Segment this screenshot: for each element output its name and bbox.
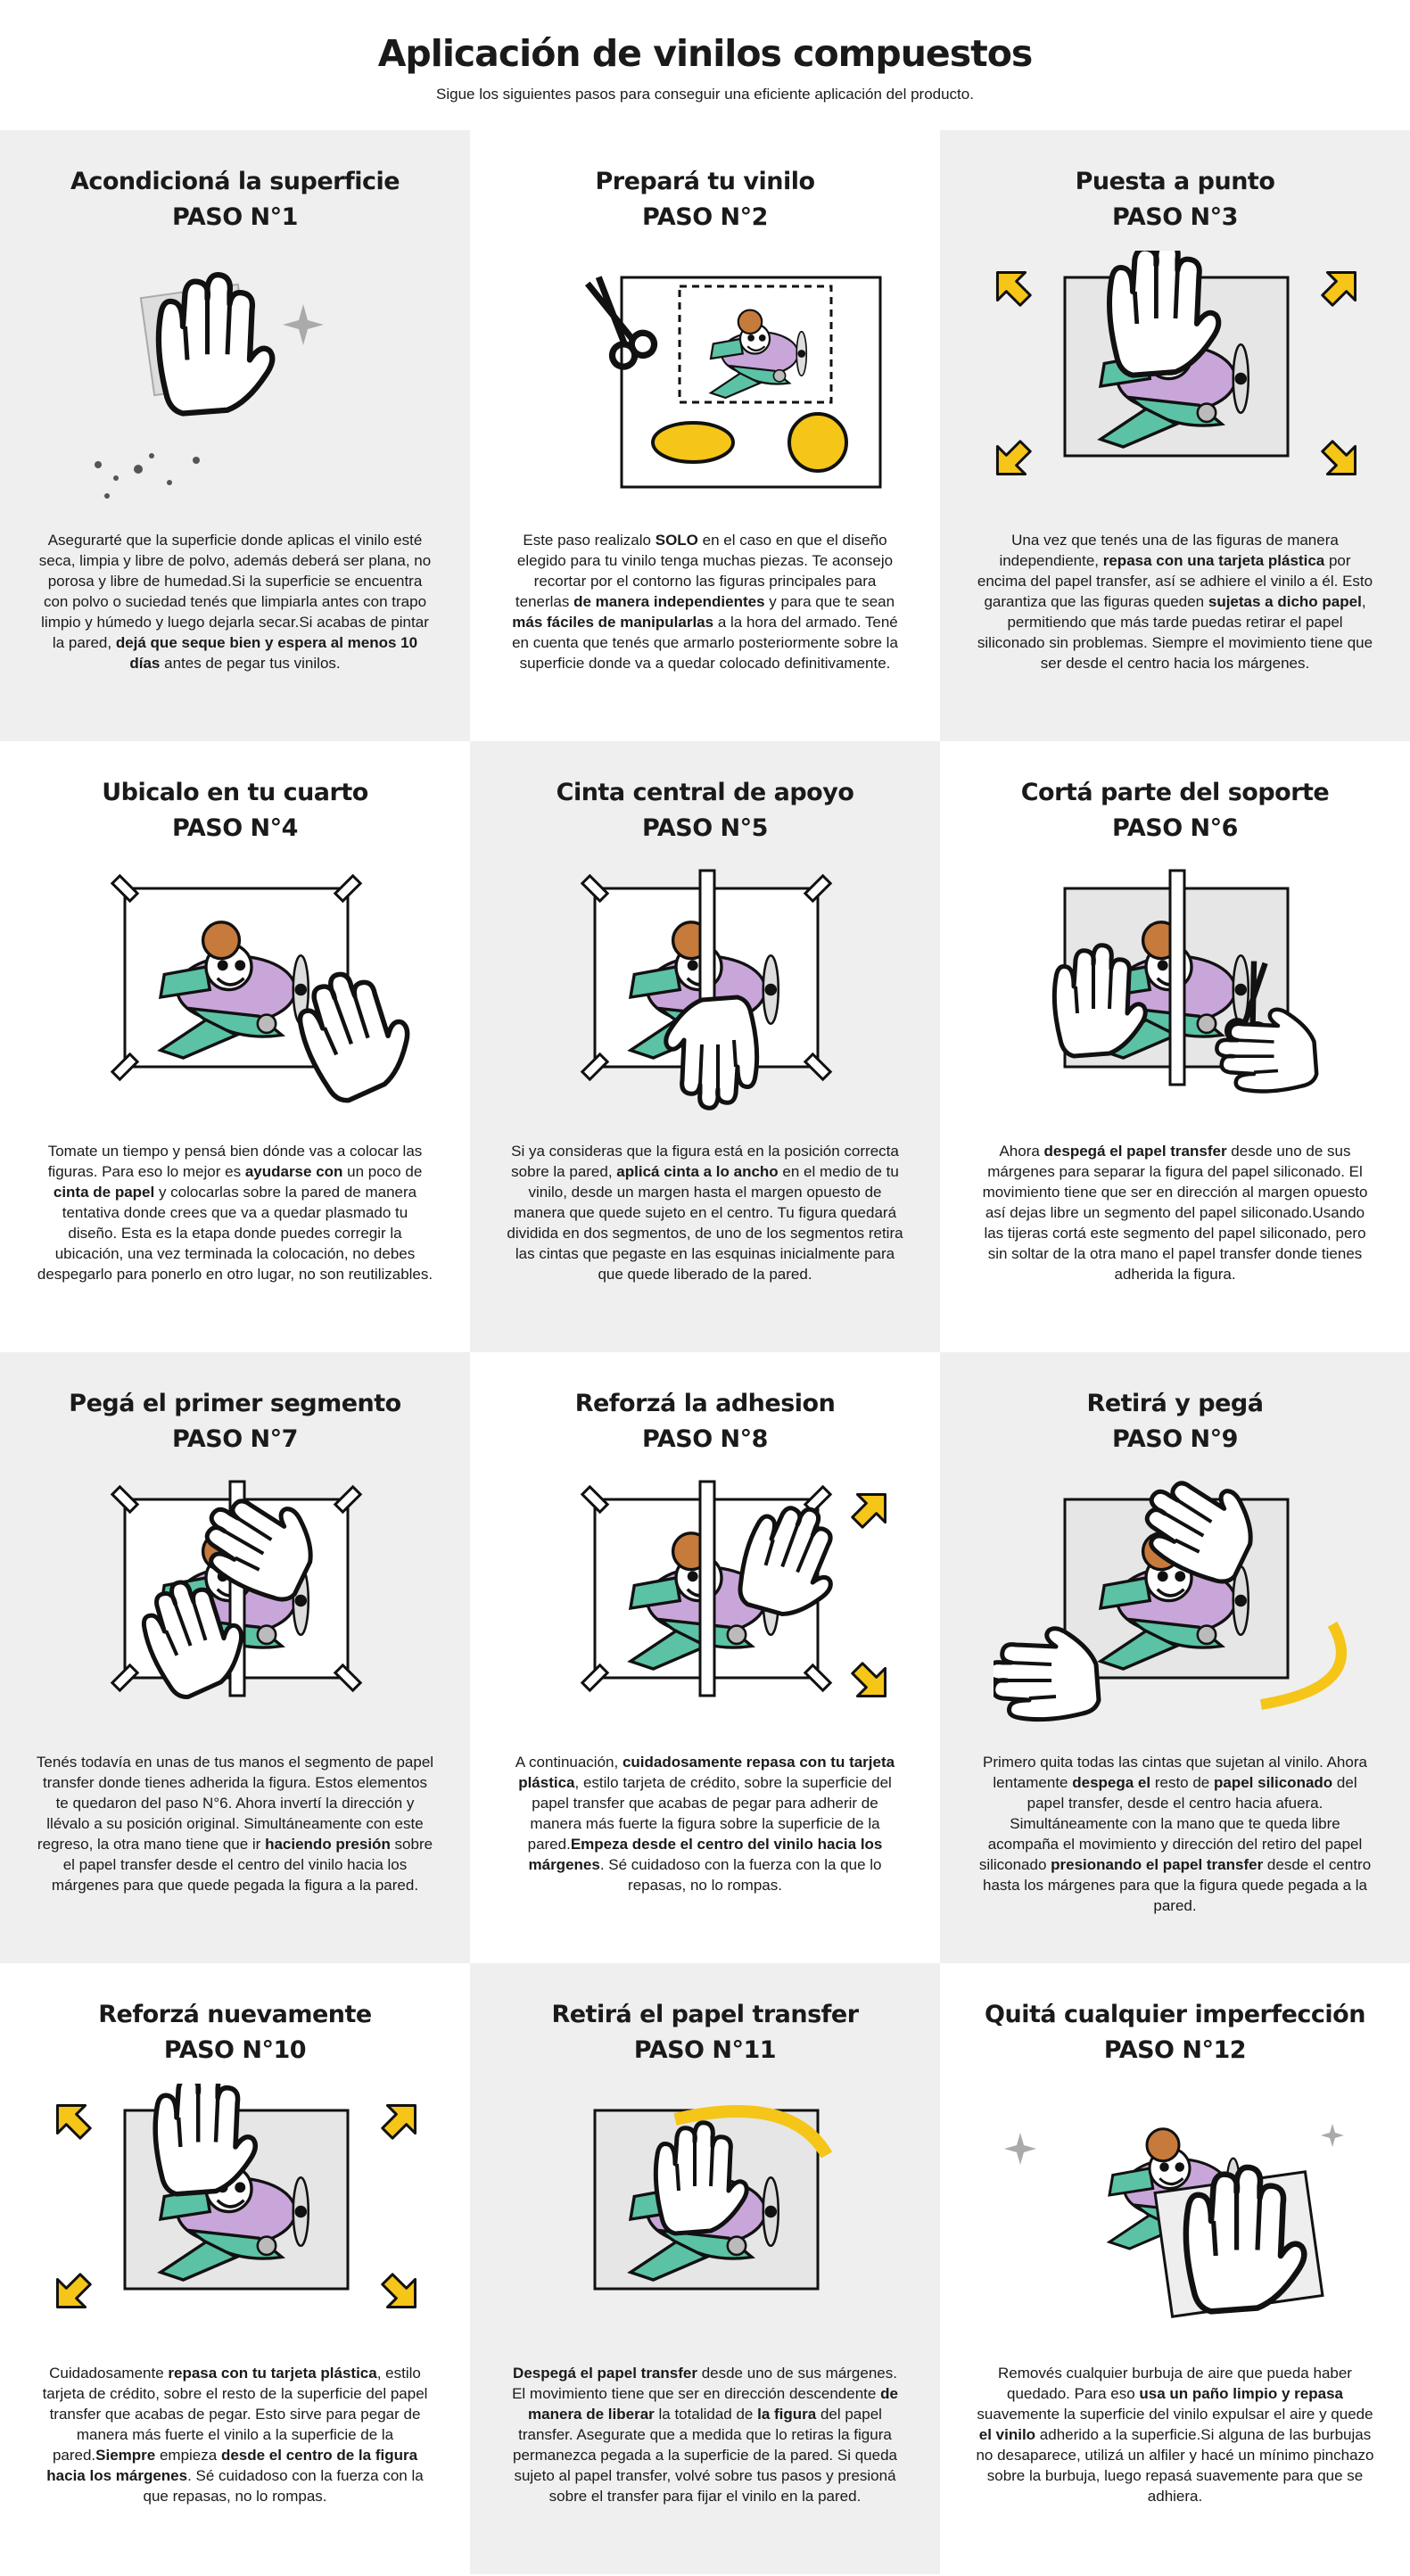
desc-segment: desde uno de sus márgenes para separar la figura del papel siliconado. El movimiento tiene que ser en dirección al margen opuesto así dejas libre un segmento del papel siliconado. — [982, 1143, 1368, 1221]
step-number: PASO N°11 — [633, 2036, 777, 2064]
step-card — [940, 741, 1410, 1352]
step-title: Prepará tu vinilo — [595, 168, 815, 195]
step-description — [976, 1752, 1374, 1916]
desc-bold-segment: aplicá cinta a lo ancho — [616, 1163, 779, 1180]
desc-segment: y colocarlas sobre la pared de manera tentativa donde crees que va a quedar plasmado tu diseño. Esta es la etapa donde puedes corregir la ubicación, una vez terminada la colocación, no debes despegarlo para ponerlo en otro lugar, no son reutilizables. — [37, 1184, 433, 1283]
scissors-cutting-backing-icon — [994, 862, 1356, 1120]
step-card — [940, 1352, 1410, 1963]
desc-bold-segment: repasa con tu tarjeta plástica — [168, 2365, 377, 2382]
step-number: PASO N°12 — [1103, 2036, 1247, 2064]
step-number: PASO N°8 — [642, 1425, 768, 1453]
desc-segment: suavemente la superficie del vinilo expulsar el aire y quede — [977, 2406, 1373, 2423]
desc-segment: desde uno de sus márgenes. El movimiento tiene que ser en dirección descendente — [512, 2365, 897, 2402]
step-description — [506, 530, 904, 673]
desc-segment: la totalidad de — [654, 2406, 758, 2423]
step-title: Puesta a punto — [1075, 168, 1275, 195]
hand-smoothing-cloth-icon — [994, 2084, 1356, 2342]
desc-bold-segment: cuidadosamente repasa con tu tarjeta plástica — [518, 1754, 895, 1791]
step-description — [36, 530, 434, 673]
desc-segment: Removés cualquier burbuja de aire que pueda haber quedado. Para eso — [998, 2365, 1352, 2402]
desc-bold-segment: desde el centro de la figura hacia los márgenes — [46, 2447, 418, 2484]
step-description — [36, 1141, 434, 1284]
step-title: Acondicioná la superficie — [70, 168, 400, 195]
desc-segment: Tenés todavía en unas de tus manos el segmento de papel transfer donde tienes adherida la figura. Estos elementos te quedaron del paso N°6. Ahora invertí la dirección y llévalo a su posición original. Simultáneamente con este regreso, la otra mano tiene que ir — [36, 1754, 434, 1853]
step-title: Reforzá la adhesion — [574, 1390, 836, 1417]
desc-bold-segment: la figura — [757, 2406, 817, 2423]
desc-segment: Este paso realizalo — [523, 532, 656, 549]
desc-segment: Cuidadosamente — [49, 2365, 169, 2382]
step-description — [506, 1141, 904, 1284]
step-number: PASO N°6 — [1112, 814, 1238, 842]
desc-segment: Usando las tijeras cortá este segmento del papel siliconado, pero sin soltar de la otra mano el papel transfer donde tienes adherida la figura. — [984, 1204, 1366, 1283]
step-number: PASO N°7 — [172, 1425, 298, 1453]
hand-pressing-sheet-icon — [994, 251, 1356, 509]
step-card — [0, 130, 470, 741]
desc-bold-segment: de manera independientes — [573, 593, 765, 610]
desc-bold-segment: Siempre — [95, 2447, 156, 2464]
page-title: Aplicación de vinilos compuestos — [377, 32, 1033, 75]
desc-bold-segment: el vinilo — [978, 2426, 1036, 2443]
desc-bold-segment: ayudarse con — [244, 1163, 343, 1180]
hand-removing-backing-icon — [994, 1473, 1356, 1731]
desc-segment: desde el centro hasta los márgenes para que la figura quede pegada a la pared. — [983, 1856, 1372, 1914]
step-card — [940, 1963, 1410, 2574]
step-title: Quitá cualquier imperfección — [985, 2001, 1365, 2028]
step-number: PASO N°2 — [642, 203, 768, 231]
desc-bold-segment: Empeza desde el centro del vinilo hacia los márgenes — [528, 1836, 883, 1873]
desc-bold-segment: papel siliconado — [1213, 1774, 1333, 1791]
desc-bold-segment: despega el — [1072, 1774, 1151, 1791]
desc-segment: A continuación, — [515, 1754, 623, 1771]
desc-segment: adherido a la superficie. — [1035, 2426, 1201, 2443]
hands-sticking-segment-icon — [54, 1473, 416, 1731]
desc-segment: Si acabas de pintar la pared, — [52, 614, 429, 651]
step-title: Reforzá nuevamente — [98, 2001, 372, 2028]
step-description — [976, 2363, 1374, 2506]
hand-pressing-again-icon — [54, 2084, 416, 2342]
desc-bold-segment: repasa con una tarjeta plástica — [1102, 552, 1325, 569]
step-title: Pegá el primer segmento — [69, 1390, 401, 1417]
desc-segment: sobre el papel transfer desde el centro del vinilo hacia los márgenes para que quede pegada la figura a la pared. — [51, 1836, 433, 1894]
desc-bold-segment: más fáciles de manipularlas — [512, 614, 714, 631]
desc-bold-segment: Despegá el papel transfer — [513, 2365, 697, 2382]
desc-segment: Una vez que tenés una de las figuras de manera independiente, — [999, 532, 1339, 569]
step-card — [470, 741, 940, 1352]
desc-segment: . Sé cuidadoso con la fuerza con la que lo repasas, no lo rompas. — [599, 1856, 882, 1894]
desc-segment: a la hora del armado. Tené en cuenta que tenés que armarlo posteriormente sobre la superficie donde va a quedar colocado definitivamente. — [512, 614, 898, 672]
desc-bold-segment: despegá el papel transfer — [1043, 1143, 1227, 1160]
desc-segment: , estilo tarjeta de crédito, sobre la superficie del papel transfer que acabas de pegar para adherir de manera más fuerte la figura sobre la superficie de la pared. — [527, 1774, 892, 1853]
desc-bold-segment: presionando el papel transfer — [1051, 1856, 1264, 1873]
desc-segment: . Sé cuidadoso con la fuerza con la que repasas, no lo rompas. — [143, 2467, 424, 2505]
step-title: Retirá y pegá — [1086, 1390, 1264, 1417]
desc-bold-segment: SOLO — [655, 532, 698, 549]
hand-wiping-wall-icon — [54, 251, 416, 509]
desc-bold-segment: haciendo presión — [265, 1836, 391, 1853]
step-description — [976, 530, 1374, 673]
step-card — [470, 1352, 940, 1963]
step-description — [506, 2363, 904, 2506]
step-title: Ubicalo en tu cuarto — [102, 779, 368, 806]
step-title: Cinta central de apoyo — [556, 779, 854, 806]
step-description — [36, 1752, 434, 1895]
desc-segment: del papel transfer. Asegurate que a medida que lo retiras la figura permanezca pegada a la superficie de la pared. Si queda sujeto al papel transfer, volvé sobre tus pasos y presioná sobre el transfer para fijar el vinilo en la pared. — [513, 2406, 897, 2505]
desc-segment: en el caso en que el diseño elegido para tu vinilo tenga muchas piezas. Te aconsejo recortar por el contorno las figuras principales para tenerlas — [515, 532, 894, 610]
hand-reinforcing-icon — [524, 1473, 886, 1731]
desc-segment: Primero quita todas las cintas que sujetan al vinilo. Ahora lentamente — [983, 1754, 1367, 1791]
step-number: PASO N°4 — [172, 814, 298, 842]
step-number: PASO N°3 — [1112, 203, 1238, 231]
desc-bold-segment: sujetas a dicho papel — [1208, 593, 1362, 610]
hand-peeling-transfer-icon — [524, 2084, 886, 2342]
page-subtitle: Sigue los siguientes pasos para conseguir una eficiente aplicación del producto. — [436, 86, 974, 103]
step-number: PASO N°1 — [172, 203, 298, 231]
page-header — [0, 0, 1410, 130]
desc-bold-segment: usa un paño limpio y repasa — [1139, 2385, 1344, 2402]
step-card — [0, 1352, 470, 1963]
desc-segment: resto de — [1150, 1774, 1214, 1791]
desc-segment: Si la superficie se encuentra con polvo o suciedad tenés que limpiarla antes con trapo limpio y húmedo y luego dejarla secar. — [41, 573, 427, 631]
desc-bold-segment: cinta de papel — [53, 1184, 155, 1201]
desc-segment: Si alguna de las burbujas no desaparece, utilizá un alfiler y hacé un mínimo pinchazo sobre la burbuja, luego repasá suavemente para que se adhiera. — [976, 2426, 1374, 2505]
step-description — [506, 1752, 904, 1895]
step-description — [976, 1141, 1374, 1284]
step-card — [0, 1963, 470, 2574]
step-card — [470, 130, 940, 741]
step-card — [470, 1963, 940, 2574]
step-number: PASO N°10 — [163, 2036, 307, 2064]
desc-segment: antes de pegar tus vinilos. — [160, 655, 341, 672]
taped-sheet-icon — [54, 862, 416, 1120]
desc-segment: en el medio de tu vinilo, desde un margen hasta el margen opuesto de manera que quede sujeto en el centro. Tu figura quedará dividida en dos segmentos, de uno de los segmentos retira las cintas que pegaste en las esquinas inicialmente para que quede liberado de la pared. — [507, 1163, 903, 1283]
step-number: PASO N°9 — [1112, 1425, 1238, 1453]
desc-segment: Ahora — [999, 1143, 1044, 1160]
desc-segment: , permitiendo que más tarde puedas retirar el papel siliconado sin problemas. Siempre el movimiento tiene que ser desde el centro hacia los márgenes. — [977, 593, 1373, 672]
step-number: PASO N°5 — [642, 814, 768, 842]
step-title: Cortá parte del soporte — [1020, 779, 1330, 806]
desc-segment: empieza — [155, 2447, 221, 2464]
steps-grid — [0, 130, 1410, 2574]
desc-segment: , estilo tarjeta de crédito, sobre el resto de la superficie del papel transfer que acabas de pegar. Esto sirve para pegar de manera más fuerte el vinilo a la superficie de la pared. — [42, 2365, 428, 2464]
scissors-cutting-sheet-icon — [524, 251, 886, 509]
desc-segment: Si ya consideras que la figura está en la posición correcta sobre la pared, — [511, 1143, 899, 1180]
desc-segment: Tomate un tiempo y pensá bien dónde vas a colocar las figuras. Para eso lo mejor es — [47, 1143, 423, 1180]
desc-segment: por encima del papel transfer, así se adhiere el vinilo a él. Esto garantiza que las figuras queden — [977, 552, 1373, 610]
desc-segment: del papel transfer, desde el centro hacia afuera. Simultáneamente con la mano que te queda libre acompaña el movimiento y dirección del retiro del papel siliconado — [978, 1774, 1363, 1873]
desc-segment: un poco de — [342, 1163, 423, 1180]
step-title: Retirá el papel transfer — [551, 2001, 859, 2028]
desc-segment: y para que te sean — [764, 593, 895, 610]
desc-bold-segment: dejá que seque bien y espera al menos 10 días — [115, 634, 418, 672]
step-card — [0, 741, 470, 1352]
desc-bold-segment: de manera de liberar — [528, 2385, 898, 2423]
desc-segment: Asegurarté que la superficie donde aplicas el vinilo esté seca, limpia y libre de polvo, además deberá ser plana, no porosa y libre de humedad. — [38, 532, 432, 590]
step-card — [940, 130, 1410, 741]
center-tape-icon — [524, 862, 886, 1120]
step-description — [36, 2363, 434, 2506]
